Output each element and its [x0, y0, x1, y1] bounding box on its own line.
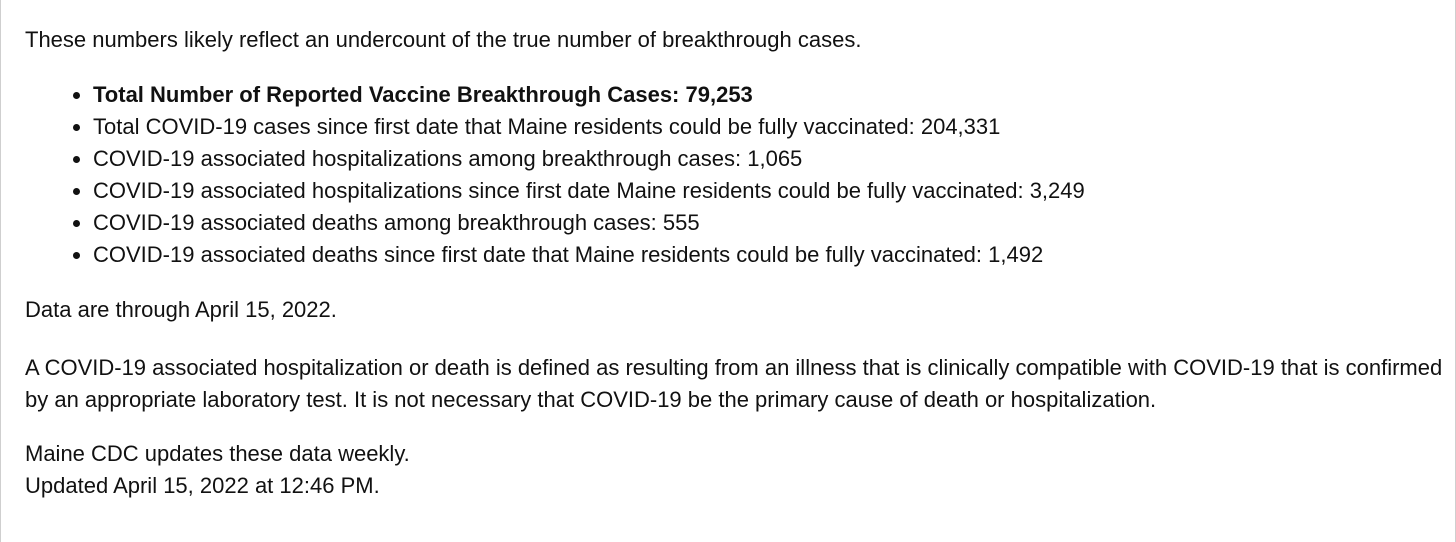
- article-body: [25, 24, 1445, 502]
- updated-timestamp: Updated April 15, 2022 at 12:46 PM.: [25, 473, 380, 498]
- stat-breakthrough-hospitalizations: • COVID-19 associated hospitalizations among breakthrough cases: 1,065: [93, 143, 1445, 175]
- stat-breakthrough-deaths: • COVID-19 associated deaths among breakthrough cases: 555: [93, 207, 1445, 239]
- stat-total-deaths: • COVID-19 associated deaths since first date that Maine residents could be fully vaccinated: 1,492: [93, 239, 1445, 271]
- update-frequency-text: Maine CDC updates these data weekly.: [25, 441, 410, 466]
- stat-total-cases: • Total COVID-19 cases since first date that Maine residents could be fully vaccinated: 204,331: [93, 111, 1445, 143]
- stat-total-breakthrough-cases: • Total Number of Reported Vaccine Breakthrough Cases: 79,253: [93, 79, 1445, 111]
- stats-list: [25, 79, 1445, 271]
- definition-text: A COVID-19 associated hospitalization or death is defined as resulting from an illness that is clinically compatible with COVID-19 that is confirmed by an appropriate laboratory test. It is not necessary that COVID-19 be the primary cause of death or hospitalization.: [25, 355, 1443, 412]
- intro-text: These numbers likely reflect an undercount of the true number of breakthrough cases.: [25, 27, 862, 52]
- stat-total-hospitalizations: • COVID-19 associated hospitalizations since first date Maine residents could be fully vaccinated: 3,249: [93, 175, 1445, 207]
- data-through-text: Data are through April 15, 2022.: [25, 297, 337, 322]
